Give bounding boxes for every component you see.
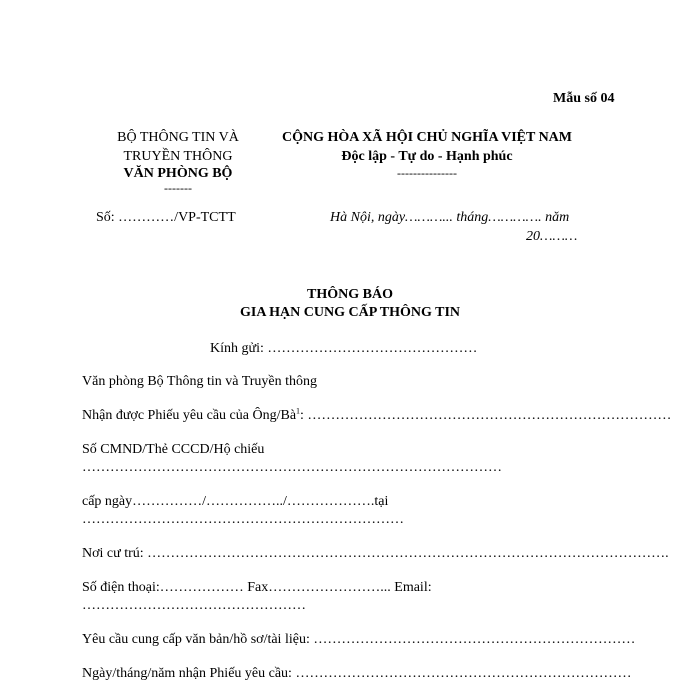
- notice-title: THÔNG BÁO: [307, 287, 393, 302]
- recipient-line: Kính gửi: ………………………………………: [210, 341, 478, 356]
- place-date-line1: Hà Nội, ngày………... tháng…………. năm: [330, 210, 570, 225]
- issuing-office: Văn phòng Bộ Thông tin và Truyền thông: [82, 374, 318, 389]
- contact-line: Số điện thoại:……………… Fax……………………... Email:: [82, 580, 432, 595]
- document-number: Số: …………/VP-TCTT: [96, 210, 236, 225]
- office-name: VĂN PHÒNG BỘ: [123, 166, 233, 181]
- place-date-line2: 20………: [526, 229, 578, 244]
- ministry-name-line1: BỘ THÔNG TIN VÀ: [117, 130, 239, 145]
- national-motto: Độc lập - Tự do - Hạnh phúc: [341, 149, 513, 164]
- id-document-label: Số CMND/Thẻ CCCD/Hộ chiếu: [82, 442, 265, 457]
- issue-place-blank: ……………………………………………………………: [82, 512, 404, 527]
- request-received-blank: : ……………………………………………………………………: [300, 408, 672, 423]
- notice-subtitle: GIA HẠN CUNG CẤP THÔNG TIN: [239, 305, 460, 320]
- footnote-marker: 1: [296, 406, 301, 416]
- country-name: CỘNG HÒA XÃ HỘI CHỦ NGHĨA VIỆT NAM: [281, 130, 572, 145]
- form-number: Mẫu số 04: [553, 91, 615, 106]
- request-date-line: Ngày/tháng/năm nhận Phiếu yêu cầu: ………………………………………………………………: [82, 666, 632, 681]
- id-document-blank: ………………………………………………………………………………: [82, 460, 502, 475]
- request-received-label: Nhận được Phiếu yêu cầu của Ông/Bà: [82, 408, 297, 423]
- left-header-rule: -------: [164, 181, 192, 195]
- request-received-line: [82, 408, 671, 424]
- residence-line: Nơi cư trú: ………………………………………………………………………………………………….: [82, 546, 669, 561]
- issue-date-line: cấp ngày……………/……………../……………….tại: [82, 494, 389, 509]
- right-header-rule: ---------------: [397, 166, 457, 180]
- requested-documents-line: Yêu cầu cung cấp văn bản/hồ sơ/tài liệu: ……………………………………………………………: [82, 632, 636, 647]
- ministry-name-line2: TRUYỀN THÔNG: [123, 149, 233, 164]
- email-blank: …………………………………………: [82, 598, 306, 613]
